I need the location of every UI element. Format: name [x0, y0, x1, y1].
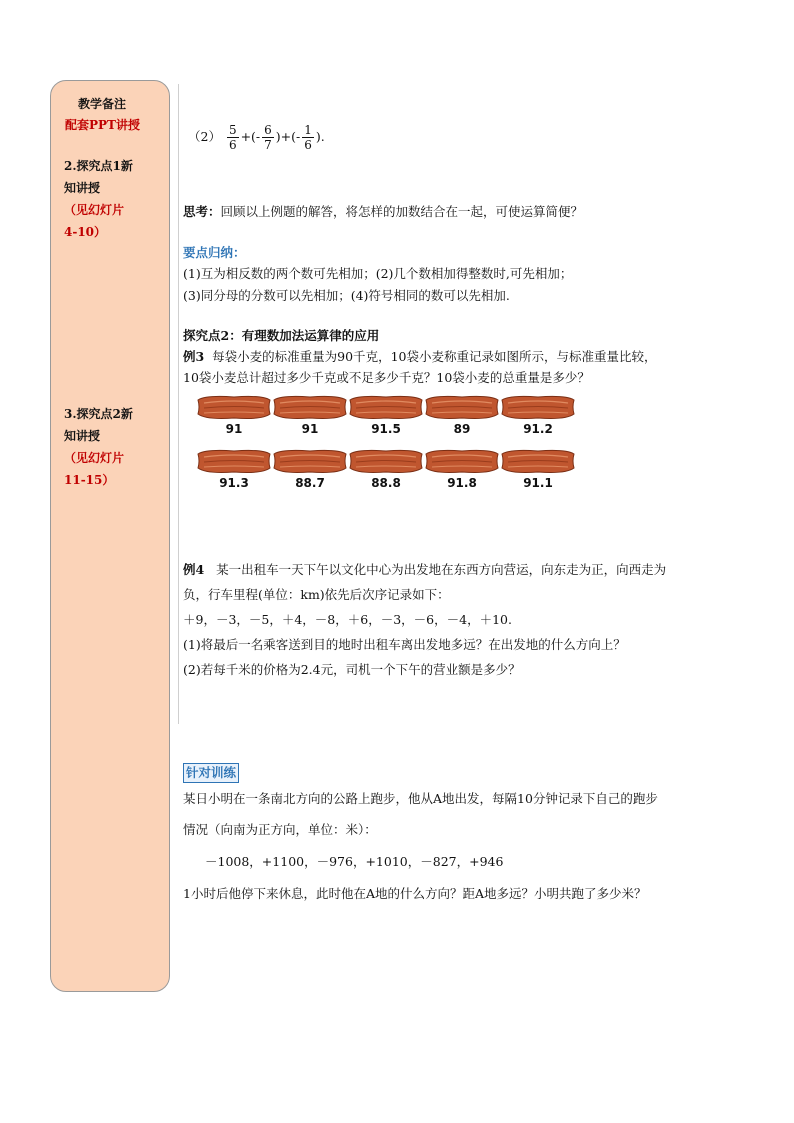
wheat-sack-icon	[424, 448, 500, 474]
sidebar-section-explore2	[64, 403, 160, 491]
wheat-sack-icon	[196, 448, 272, 474]
sack-weight-label: 91.3	[219, 476, 249, 490]
wheat-sack-icon	[500, 448, 576, 474]
wheat-sack	[424, 394, 500, 442]
summary-title: 要点归纳：	[183, 245, 246, 260]
wheat-sack-icon	[348, 448, 424, 474]
slide-reference-range: 11-15）	[64, 473, 115, 487]
section-line: 3.探究点2新	[64, 407, 133, 421]
think-label: 思考：	[183, 204, 221, 219]
section-line: 2.探究点1新	[64, 159, 133, 173]
sack-row-2	[196, 448, 596, 500]
example-label: 例4	[183, 562, 205, 577]
wheat-sack-icon	[500, 394, 576, 420]
example4-line-1: 例4 某一出租车一天下午以文化中心为出发地在东西方向营运，向东走为正，向西走为	[183, 562, 667, 577]
example3-line-2: 10袋小麦总计超过多少千克或不足多少千克？10袋小麦的总重量是多少？	[183, 370, 590, 385]
training-badge-wrap	[183, 762, 239, 784]
fraction-5-6: $\frac{5}{6}$	[228, 123, 237, 152]
sack-weight-label: 91	[301, 422, 319, 436]
column-divider	[178, 84, 179, 724]
sidebar-section-explore1	[64, 155, 160, 243]
sack-weight-label: 91.5	[371, 422, 401, 436]
wheat-sack	[348, 394, 424, 442]
fraction-6-7: $\frac{6}{7}$	[264, 123, 272, 152]
slide-reference: （见幻灯片	[64, 451, 125, 465]
sack-row-1	[196, 394, 596, 446]
summary-line-1: (1)互为相反数的两个数可先相加；(2)几个数相加得整数时,可先相加；	[183, 266, 573, 281]
explore2-title: 探究点2：有理数加法运算律的应用	[183, 328, 380, 343]
wheat-sack	[424, 448, 500, 496]
example4-question-2: (2)若每千米的价格为2.4元，司机一个下午的营业额是多少？	[183, 662, 521, 677]
sack-weight-label: 91.2	[523, 422, 553, 436]
sidebar-subtitle: 配套PPT讲授	[65, 118, 140, 132]
fraction-1-6: $\frac{1}{6}$	[304, 123, 312, 152]
wheat-sack	[500, 394, 576, 442]
example4-mileage: ＋9，－3，－5，＋4，－8，＋6，－3，－6，－4，＋10.	[183, 612, 512, 627]
wheat-sack	[348, 448, 424, 496]
problem-2	[188, 122, 325, 152]
wheat-sack-icon	[424, 394, 500, 420]
think-paragraph: 思考：回顾以上例题的解答，将怎样的加数结合在一起，可使运算简便？	[183, 204, 584, 219]
sack-weight-label: 91	[225, 422, 243, 436]
wheat-sack	[196, 448, 272, 496]
wheat-sack	[272, 394, 348, 442]
training-badge: 针对训练	[183, 763, 239, 783]
training-data: －1008，+1100，－976，+1010，－827，+946	[205, 854, 504, 869]
teaching-notes-sidebar	[50, 80, 170, 992]
sack-weight-label: 91.1	[523, 476, 553, 490]
example3-line-1: 例3 每袋小麦的标准重量为90千克，10袋小麦称重记录如图所示，与标准重量比较，	[183, 349, 657, 364]
wheat-sack-icon	[272, 394, 348, 420]
summary-line-2: (3)同分母的分数可以先相加；(4)符号相同的数可以先相加.	[183, 288, 510, 303]
operator: ).	[315, 129, 325, 144]
wheat-sack-icon	[348, 394, 424, 420]
training-question: 1小时后他停下来休息，此时他在A地的什么方向？距A地多远？小明共跑了多少米？	[183, 886, 647, 901]
sidebar-title: 教学备注	[78, 97, 127, 111]
sack-weight-label: 88.8	[371, 476, 401, 490]
operator: +(-	[240, 129, 261, 144]
sack-weight-label: 89	[453, 422, 471, 436]
wheat-sack	[196, 394, 272, 442]
wheat-sack	[500, 448, 576, 496]
wheat-sack	[272, 448, 348, 496]
wheat-sack-icon	[272, 448, 348, 474]
example4-question-1: (1)将最后一名乘客送到目的地时出租车离出发地多远？在出发地的什么方向上？	[183, 637, 626, 652]
sack-weight-label: 88.7	[295, 476, 325, 490]
example-label: 例3	[183, 349, 205, 364]
section-line: 知讲授	[64, 429, 101, 443]
problem-label: （2）	[188, 129, 221, 144]
slide-reference: （见幻灯片	[64, 203, 125, 217]
section-line: 知讲授	[64, 181, 101, 195]
training-line-1: 某日小明在一条南北方向的公路上跑步，他从A地出发，每隔10分钟记录下自己的跑步	[183, 791, 658, 806]
example4-line-2: 负，行车里程(单位：km)依先后次序记录如下：	[183, 587, 450, 602]
wheat-sack-icon	[196, 394, 272, 420]
slide-reference-range: 4-10）	[64, 225, 107, 239]
sack-weight-label: 91.8	[447, 476, 477, 490]
training-line-2: 情况（向南为正方向，单位：米）：	[183, 822, 377, 837]
operator: )+(-	[275, 129, 301, 144]
